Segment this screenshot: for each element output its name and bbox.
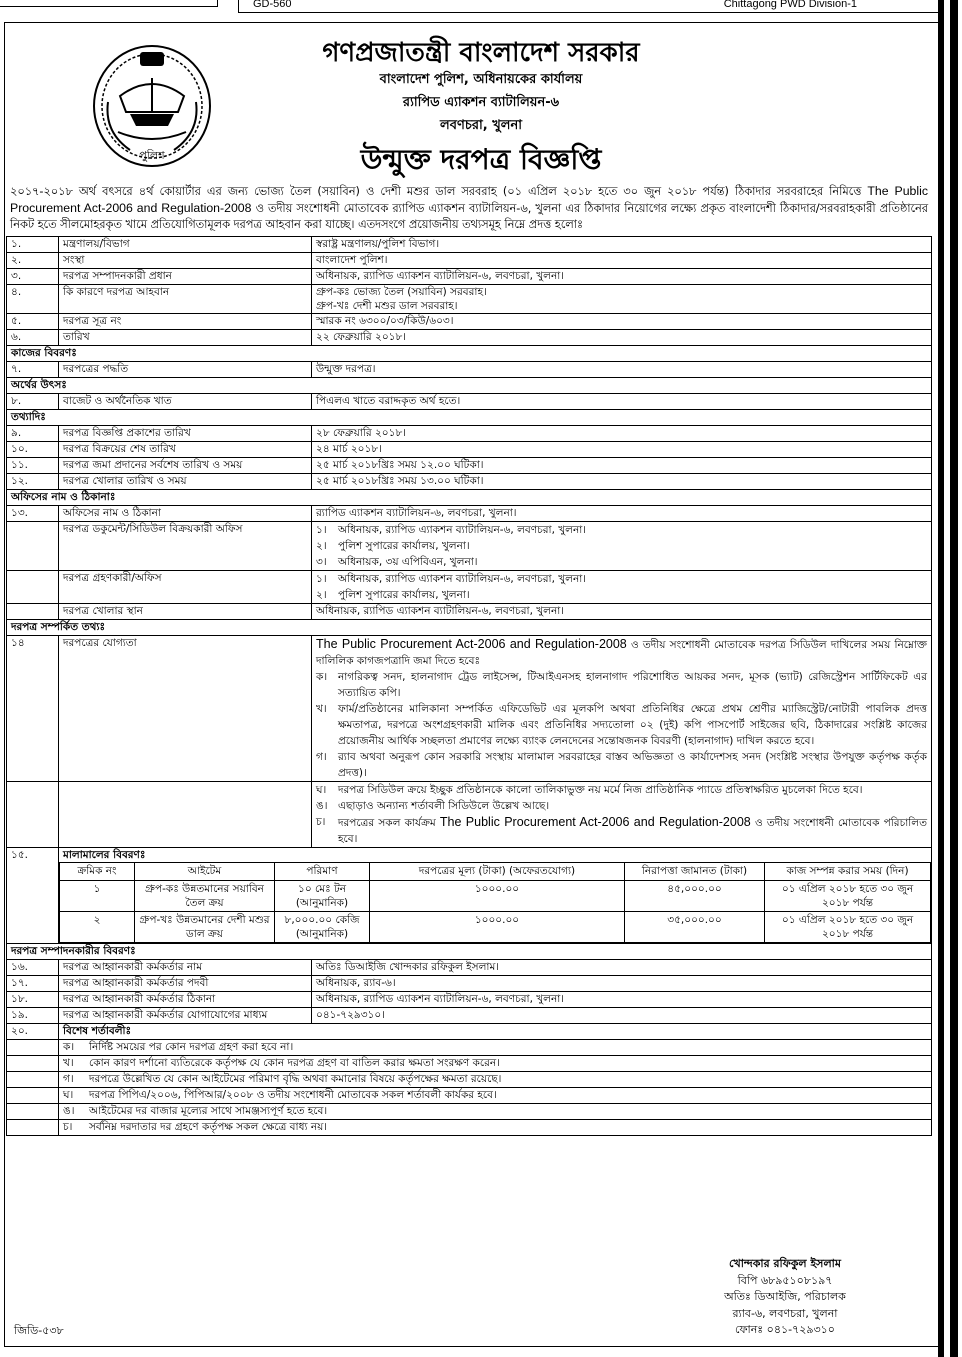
signatory-unit: র‌্যাব-৬, লবণচরা, খুলনা bbox=[732, 1306, 838, 1320]
row-number: ২০. bbox=[7, 1024, 59, 1040]
intro-part2: ও তদীয় সংশোধনী মোতাবেক র‌্যাপিড এ্যাকশন ব্যাটালিয়ন-৬, খুলনা এর ঠিকাদার নিয়োগের লক্ষ্যে প্রকৃত বাংলাদেশী ঠিকাদার/সরবরাহকারী প্রতিষ্ঠানের নিকট হতে সীলমোহরকৃত খামে প্রতিযোগিতামূলক দরপত্র আহবান করা যাচ্ছে। এতদসংগে প্রয়োজনীয় তথ্যসমূহ নিম্নে প্রদত্ত হলোঃ bbox=[10, 202, 928, 231]
goods-cell-price: ১০০০.০০ bbox=[370, 912, 625, 943]
row-label: দরপত্র গ্রহণকারী/অফিস bbox=[59, 571, 312, 604]
row-value: অধিনায়ক, র‌্যাপিড এ্যাকশন ব্যাটালিয়ন-৬, লবণচরা, খুলনা। bbox=[312, 604, 932, 620]
signature-block bbox=[700, 1256, 870, 1339]
list-item: ২। পুলিশ সুপারের কার্যালয়, খুলনা। bbox=[316, 589, 470, 601]
row-label: মন্ত্রণালয়/বিভাগ bbox=[59, 237, 312, 253]
section-heading: অফিসের নাম ও ঠিকানাঃ bbox=[7, 490, 932, 506]
row-number bbox=[7, 522, 59, 571]
table-row bbox=[7, 285, 932, 314]
list-item: ১। অধিনায়ক, র‌্যাপিড এ্যাকশন ব্যাটালিয়ন-৬, লবণচরা, খুলনা। bbox=[316, 573, 587, 585]
table-row bbox=[7, 522, 932, 571]
condition-item: ঘ। দরপত্র পিপিএ/২০০৬, পিপিআর/২০০৮ ও তদীয় সংশোধনী মোতাবেক সকল শর্তাবলী কার্যকর হবে। bbox=[59, 1088, 932, 1104]
section-row bbox=[7, 346, 932, 362]
conditions-heading: বিশেষ শর্তাবলীঃ bbox=[59, 1024, 932, 1040]
goods-cell bbox=[59, 848, 932, 944]
row-label: দরপত্র জমা প্রদানের সর্বশেষ তারিখ ও সময় bbox=[59, 458, 312, 474]
group-a: গ্রুপ-কঃ ভোজ্য তৈল (সয়াবিন) সরবরাহ। bbox=[316, 286, 487, 298]
row-label: দরপত্র আহ্বানকারী কর্মকর্তার পদবী bbox=[59, 976, 312, 992]
goods-cell-item: গ্রুপ-কঃ উন্নতমানের সয়াবিন তৈল ক্রয় bbox=[135, 881, 275, 912]
row-label: দরপত্র সূত্র নং bbox=[59, 314, 312, 330]
row-number: ১৯. bbox=[7, 1008, 59, 1024]
top-bar bbox=[238, 0, 940, 13]
section-heading: দরপত্র সম্পাদনকারীর বিবরণঃ bbox=[7, 944, 932, 960]
row-value bbox=[312, 285, 932, 314]
row-value bbox=[312, 571, 932, 604]
section-heading: তথ্যাদিঃ bbox=[7, 410, 932, 426]
signatory-rank: অতিঃ ডিআইজি, পরিচালক bbox=[724, 1290, 846, 1303]
table-row bbox=[7, 474, 932, 490]
row-number: ১১. bbox=[7, 458, 59, 474]
office-line: বাংলাদেশ পুলিশ, অধিনায়কের কার্যালয় bbox=[379, 72, 583, 87]
goods-cell-security: ৩৫,০০০.০০ bbox=[625, 912, 765, 943]
signatory-phone: ফোনঃ ০৪১-৭২৯৩১০ bbox=[735, 1323, 835, 1336]
table-row bbox=[7, 362, 932, 378]
goods-heading: মালামালের বিবরণঃ bbox=[63, 849, 146, 861]
condition-item: ক। নির্দিষ্ট সময়ের পর কোন দরপত্র গ্রহণ করা হবে না। bbox=[59, 1040, 932, 1056]
row-number: ৬. bbox=[7, 330, 59, 346]
footer-code: জিডি-৫৩৮ bbox=[14, 1324, 64, 1337]
row-label: দরপত্র বিজ্ঞপ্তি প্রকাশের তারিখ bbox=[59, 426, 312, 442]
row-label: তারিখ bbox=[59, 330, 312, 346]
list-item: ২। পুলিশ সুপারের কার্যালয়, খুলনা। bbox=[316, 540, 470, 552]
goods-cell-sl: ২ bbox=[60, 912, 135, 943]
goods-cell-time: ০১ এপ্রিল ২০১৮ হতে ৩০ জুন ২০১৮ পর্যন্ত bbox=[765, 912, 931, 943]
section-row bbox=[7, 410, 932, 426]
table-row bbox=[7, 992, 932, 1008]
table-row bbox=[7, 1008, 932, 1024]
list-item: ঘ। দরপত্র সিডিউল ক্রয়ে ইচ্ছুক প্রতিষ্ঠানকে কালো তালিকাভুক্ত নয় মর্মে নিজ প্রাতিষ্ঠানিক প্যাডে প্রতিস্বাক্ষরিত মুচলেকা দিতে হবে। bbox=[316, 784, 863, 796]
row-value: অধিনায়ক, র‌্যাপিড এ্যাকশন ব্যাটালিয়ন-৬, লবণচরা, খুলনা। bbox=[312, 992, 932, 1008]
condition-row bbox=[7, 1072, 932, 1088]
row-number: ৩. bbox=[7, 269, 59, 285]
section-heading: অর্থের উৎসঃ bbox=[7, 378, 932, 394]
col-header: কাজ সম্পন্ন করার সময় (দিন) bbox=[765, 863, 931, 881]
goods-cell-qty: ১০ মেঃ টন (আনুমানিক) bbox=[275, 881, 370, 912]
row-value: স্বরাষ্ট্র মন্ত্রণালয়/পুলিশ বিভাগ। bbox=[312, 237, 932, 253]
table-row bbox=[7, 1024, 932, 1040]
row-value bbox=[312, 522, 932, 571]
table-row bbox=[7, 571, 932, 604]
table-row bbox=[7, 269, 932, 285]
row-label bbox=[59, 782, 312, 848]
right-margin-gap bbox=[944, 0, 950, 1357]
row-value bbox=[312, 782, 932, 848]
row-number: ৭. bbox=[7, 362, 59, 378]
row-number: ১. bbox=[7, 237, 59, 253]
table-row bbox=[7, 976, 932, 992]
table-row bbox=[7, 330, 932, 346]
row-label: দরপত্র আহ্বানকারী কর্মকর্তার ঠিকানা bbox=[59, 992, 312, 1008]
table-row bbox=[7, 960, 932, 976]
row-value: র‌্যাপিড এ্যাকশন ব্যাটালিয়ন-৬, লবণচরা, খুলনা। bbox=[312, 506, 932, 522]
row-number: ১০. bbox=[7, 442, 59, 458]
row-value: ২৪ মার্চ ২০১৮। bbox=[312, 442, 932, 458]
goods-cell-security: ৪৫,০০০.০০ bbox=[625, 881, 765, 912]
row-number: ১৫. bbox=[7, 848, 59, 944]
row-value: পিএলএ খাতে বরাদ্দকৃত অর্থ হতে। bbox=[312, 394, 932, 410]
row-label: দরপত্র খোলার স্থান bbox=[59, 604, 312, 620]
section-row bbox=[7, 490, 932, 506]
govt-title: গণপ্রজাতন্ত্রী বাংলাদেশ সরকার bbox=[322, 38, 640, 68]
row-label: দরপত্র আহ্বানকারী কর্মকর্তার নাম bbox=[59, 960, 312, 976]
intro-act: The Public Procurement Act-2006 and Regulation-2008 bbox=[10, 184, 928, 215]
section-row bbox=[7, 378, 932, 394]
table-row bbox=[7, 314, 932, 330]
condition-item: চ। সর্বনিম্ন দরদাতার দর গ্রহণে কর্তৃপক্ষ সকল ক্ষেত্রে বাধ্য নয়। bbox=[59, 1120, 932, 1136]
row-number: ৮. bbox=[7, 394, 59, 410]
row-value bbox=[312, 636, 932, 782]
row-value: ০৪১-৭২৯৩১০। bbox=[312, 1008, 932, 1024]
row-label: দরপত্রের যোগ্যতা bbox=[59, 636, 312, 782]
division-label: Chittagong PWD Division-1 bbox=[723, 0, 857, 10]
col-header: দরপত্রের মূল্য (টাকা) (অফেরতযোগ্য) bbox=[370, 863, 625, 881]
goods-cell-qty: ৮,০০০.০০ কেজি (আনুমানিক) bbox=[275, 912, 370, 943]
row-number bbox=[7, 604, 59, 620]
goods-header-row bbox=[60, 863, 931, 881]
row-number: ৯. bbox=[7, 426, 59, 442]
table-row bbox=[7, 848, 932, 944]
row-label: দরপত্র আহ্বানকারী কর্মকর্তার যোগাযোগের মাধ্যম bbox=[59, 1008, 312, 1024]
goods-cell-time: ০১ এপ্রিল ২০১৮ হতে ৩০ জুন ২০১৮ পর্যন্ত bbox=[765, 881, 931, 912]
row-number: ১৬. bbox=[7, 960, 59, 976]
row-value: ২৫ মার্চ ২০১৮খ্রিঃ সময় ১৩.০০ ঘটিকা। bbox=[312, 474, 932, 490]
signatory-name: খোন্দকার রফিকুল ইসলাম bbox=[729, 1257, 841, 1270]
row-label: অফিসের নাম ও ঠিকানা bbox=[59, 506, 312, 522]
row-number: ৫. bbox=[7, 314, 59, 330]
goods-row bbox=[60, 912, 931, 943]
table-row bbox=[7, 237, 932, 253]
list-item: ১। অধিনায়ক, র‌্যাপিড এ্যাকশন ব্যাটালিয়ন-৬, লবণচরা, খুলনা। bbox=[316, 524, 587, 536]
row-label: দরপত্র ডকুমেন্ট/সিডিউল বিক্রয়কারী অফিস bbox=[59, 522, 312, 571]
emblem-text: পুলিশ bbox=[139, 149, 165, 162]
row-value: ২৮ ফেব্রুয়ারি ২০১৮। bbox=[312, 426, 932, 442]
tender-table bbox=[6, 236, 932, 1136]
row-number: ১৪ bbox=[7, 636, 59, 782]
row-value: অধিনায়ক, র‌্যাপিড এ্যাকশন ব্যাটালিয়ন-৬, লবণচরা, খুলনা। bbox=[312, 269, 932, 285]
condition-row bbox=[7, 1120, 932, 1136]
row-value: অতিঃ ডিআইজি খোন্দকার রফিকুল ইসলাম। bbox=[312, 960, 932, 976]
group-b: গ্রুপ-খঃ দেশী মশুর ডাল সরবরাহ। bbox=[316, 300, 458, 312]
list-item: ঙ। এছাড়াও অন্যান্য শর্তাবলী সিডিউলে উল্লেখ আছে। bbox=[316, 800, 550, 812]
eligibility-intro: The Public Procurement Act-2006 and Regulation-2008 ও তদীয় সংশোধনী মোতাবেক দরপত্র সিডিউল দাখিলের সময় নিম্নোক্ত দালিলিক কাগজপত্রাদি জমা দিতে হবেঃ bbox=[316, 637, 927, 667]
condition-row bbox=[7, 1088, 932, 1104]
row-number: ১২. bbox=[7, 474, 59, 490]
list-item: ক। নাগরিকত্ব সনদ, হালনাগাদ ট্রেড লাইসেন্স, টিআইএনসহ হালনাগাদ পরিশোধিত আয়কর সনদ, মূসক (ভ্যাট) রেজিস্ট্রেশন সার্টিফিকেট এর সত্যায়িত কপি। bbox=[316, 671, 927, 699]
condition-item: খ। কোন কারণ দর্শানো ব্যতিরেকে কর্তৃপক্ষ যে কোন দরপত্র গ্রহণ বা বাতিল করার ক্ষমতা সংরক্ষণ করেন। bbox=[59, 1056, 932, 1072]
condition-row bbox=[7, 1104, 932, 1120]
condition-item: ঙ। আইটেমের দর বাজার মূল্যের সাথে সামঞ্জস্যপূর্ণ হতে হবে। bbox=[59, 1104, 932, 1120]
condition-row bbox=[7, 1040, 932, 1056]
row-number: ১৭. bbox=[7, 976, 59, 992]
table-row bbox=[7, 506, 932, 522]
table-row bbox=[7, 253, 932, 269]
gd-code: GD-560 bbox=[253, 0, 292, 10]
row-number: ১৩. bbox=[7, 506, 59, 522]
table-row bbox=[7, 636, 932, 782]
section-row bbox=[7, 620, 932, 636]
row-number: ১৮. bbox=[7, 992, 59, 1008]
col-header: আইটেম bbox=[135, 863, 275, 881]
section-heading: কাজের বিবরণঃ bbox=[7, 346, 932, 362]
intro-part1: ২০১৭-২০১৮ অর্থ বৎসরে ৪র্থ কোয়ার্টার এর জন্য ভোজ্য তৈল (সয়াবিন) ও দেশী মশুর ডাল সরবরাহ (০১ এপ্রিল ২০১৮ হতে ৩০ জুন ২০১৮ পর্যন্ত) ঠিকাদার সরবরাহের নিমিত্তে bbox=[10, 185, 868, 198]
goods-cell-sl: ১ bbox=[60, 881, 135, 912]
row-value: স্মারক নং ৬৩০০/০৩/কিউ/৬০৩। bbox=[312, 314, 932, 330]
signatory-bp: বিপি ৬৮৯৫১০৮১৯৭ bbox=[737, 1273, 833, 1287]
notice-title: উন্মুক্ত দরপত্র বিজ্ঞপ্তি bbox=[360, 143, 602, 176]
location-line: লবণচরা, খুলনা bbox=[440, 118, 522, 133]
list-item: ৩। অধিনায়ক, ৩য় এপিবিএন, খুলনা। bbox=[316, 556, 478, 568]
row-number: ৪. bbox=[7, 285, 59, 314]
row-label: সংস্থা bbox=[59, 253, 312, 269]
col-header: পরিমাণ bbox=[275, 863, 370, 881]
table-row bbox=[7, 426, 932, 442]
battalion-line: র‌্যাপিড এ্যাকশন ব্যাটালিয়ন-৬ bbox=[402, 95, 560, 110]
condition-item: গ। দরপত্রে উল্লেখিত যে কোন আইটেমের পরিমাণ বৃদ্ধি অথবা কমানোর বিষয়ে কর্তৃপক্ষের ক্ষমতা রয়েছে। bbox=[59, 1072, 932, 1088]
row-value: অধিনায়ক, র‌্যাব-৬। bbox=[312, 976, 932, 992]
table-row bbox=[7, 442, 932, 458]
row-value: ২৫ মার্চ ২০১৮খ্রিঃ সময় ১২.০০ ঘটিকা। bbox=[312, 458, 932, 474]
row-number bbox=[7, 571, 59, 604]
col-header: ক্রমিক নং bbox=[60, 863, 135, 881]
col-header: নিরাপত্তা জামানত (টাকা) bbox=[625, 863, 765, 881]
intro-paragraph bbox=[10, 183, 928, 233]
list-item: খ। ফার্ম/প্রতিষ্ঠানের মালিকানা সম্পর্কিত এফিডেভিট এর মূলকপি অথবা প্রতিনিধির ক্ষেত্রে প্রথম শ্রেণীর ম্যাজিস্ট্রেট/নোটারী পাবলিক প্রদত্ত ক্ষমতাপত্র, দরপত্রে অংশগ্রহণকারী মালিক এবং প্রতিনিধির সদ্যতোলা ০২ (দুই) কপি পাসপোর্ট সাইজের ছবি, ঠিকাদারের সংশ্লিষ্ট কাজের প্রয়োজনীয় আর্থিক সচ্ছলতা প্রমাণের লক্ষ্যে ব্যাংক লেনদেনের সন্তোষজনক বিবরণী (হালনাগাদ) দাখিল করতে হবে। bbox=[316, 703, 927, 747]
row-number: ২. bbox=[7, 253, 59, 269]
goods-row bbox=[60, 881, 931, 912]
row-label: দরপত্র খোলার তারিখ ও সময় bbox=[59, 474, 312, 490]
row-label: বাজেট ও অর্থনৈতিক খাত bbox=[59, 394, 312, 410]
row-number bbox=[7, 782, 59, 848]
row-value: ২২ ফেব্রুয়ারি ২০১৮। bbox=[312, 330, 932, 346]
list-item: গ। র‌্যাব অথবা অনুরূপ কোন সরকারি সংস্থায় মালামাল সরবরাহের বাস্তব অভিজ্ঞতা ও কার্যাদেশসহ সনদ (সংশ্লিষ্ট সংস্থার উপযুক্ত কর্তৃপক্ষ কর্তৃক প্রদত্ত)। bbox=[316, 751, 927, 779]
row-label: দরপত্র বিক্রয়ের শেষ তারিখ bbox=[59, 442, 312, 458]
table-row bbox=[7, 458, 932, 474]
row-label: দরপত্রের পদ্ধতি bbox=[59, 362, 312, 378]
section-row bbox=[7, 944, 932, 960]
top-left-box bbox=[0, 0, 218, 7]
goods-table bbox=[59, 862, 931, 943]
table-row bbox=[7, 394, 932, 410]
table-row bbox=[7, 782, 932, 848]
condition-row bbox=[7, 1056, 932, 1072]
row-value: বাংলাদেশ পুলিশ। bbox=[312, 253, 932, 269]
list-item: চ। দরপত্রের সকল কার্যক্রম The Public Procurement Act-2006 and Regulation-2008 ও তদীয় সংশোধনী মোতাবেক পরিচালিত হবে। bbox=[316, 815, 927, 845]
goods-cell-price: ১০০০.০০ bbox=[370, 881, 625, 912]
row-value: উন্মুক্ত দরপত্র। bbox=[312, 362, 932, 378]
table-row bbox=[7, 604, 932, 620]
section-heading: দরপত্র সম্পর্কিত তথ্যঃ bbox=[7, 620, 932, 636]
goods-cell-item: গ্রুপ-খঃ উন্নতমানের দেশী মশুর ডাল ক্রয় bbox=[135, 912, 275, 943]
row-label: কি কারণে দরপত্র আহবান bbox=[59, 285, 312, 314]
row-label: দরপত্র সম্পাদনকারী প্রধান bbox=[59, 269, 312, 285]
